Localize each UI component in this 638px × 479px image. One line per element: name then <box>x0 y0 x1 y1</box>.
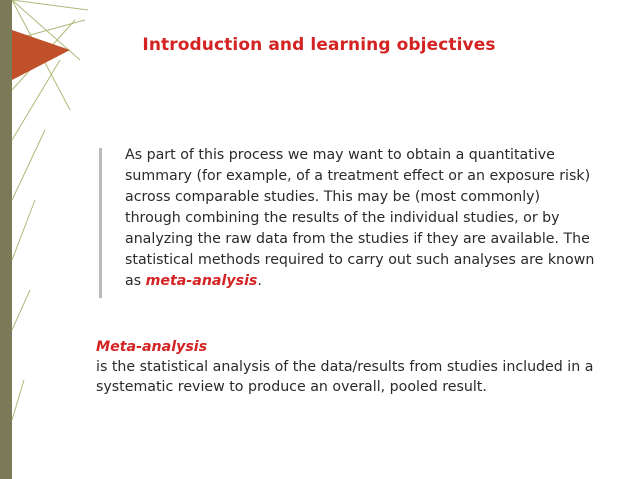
intro-paragraph-text: As part of this process we may want to obtain a quantitative summary (for example, of a treatment effect or an exposure risk) across comparable studies. This may be (most commonly) through combining the results of the individual studies, or by analyzing the raw data from the studies if they are available. The statistical methods required to carry out such analyses are known as <box>125 147 595 289</box>
paragraph-bullet-bar <box>99 148 102 298</box>
intro-paragraph-end: . <box>257 273 262 289</box>
definition-block <box>96 337 596 397</box>
decorative-sidebar-lines-icon <box>0 0 90 479</box>
intro-paragraph <box>125 145 595 292</box>
definition-text: is the statistical analysis of the data/results from studies included in a systematic review to produce an overall, pooled result. <box>96 359 594 395</box>
definition-term: Meta-analysis <box>96 339 208 355</box>
slide-title: Introduction and learning objectives <box>142 35 496 55</box>
meta-analysis-highlight: meta-analysis <box>145 273 258 289</box>
